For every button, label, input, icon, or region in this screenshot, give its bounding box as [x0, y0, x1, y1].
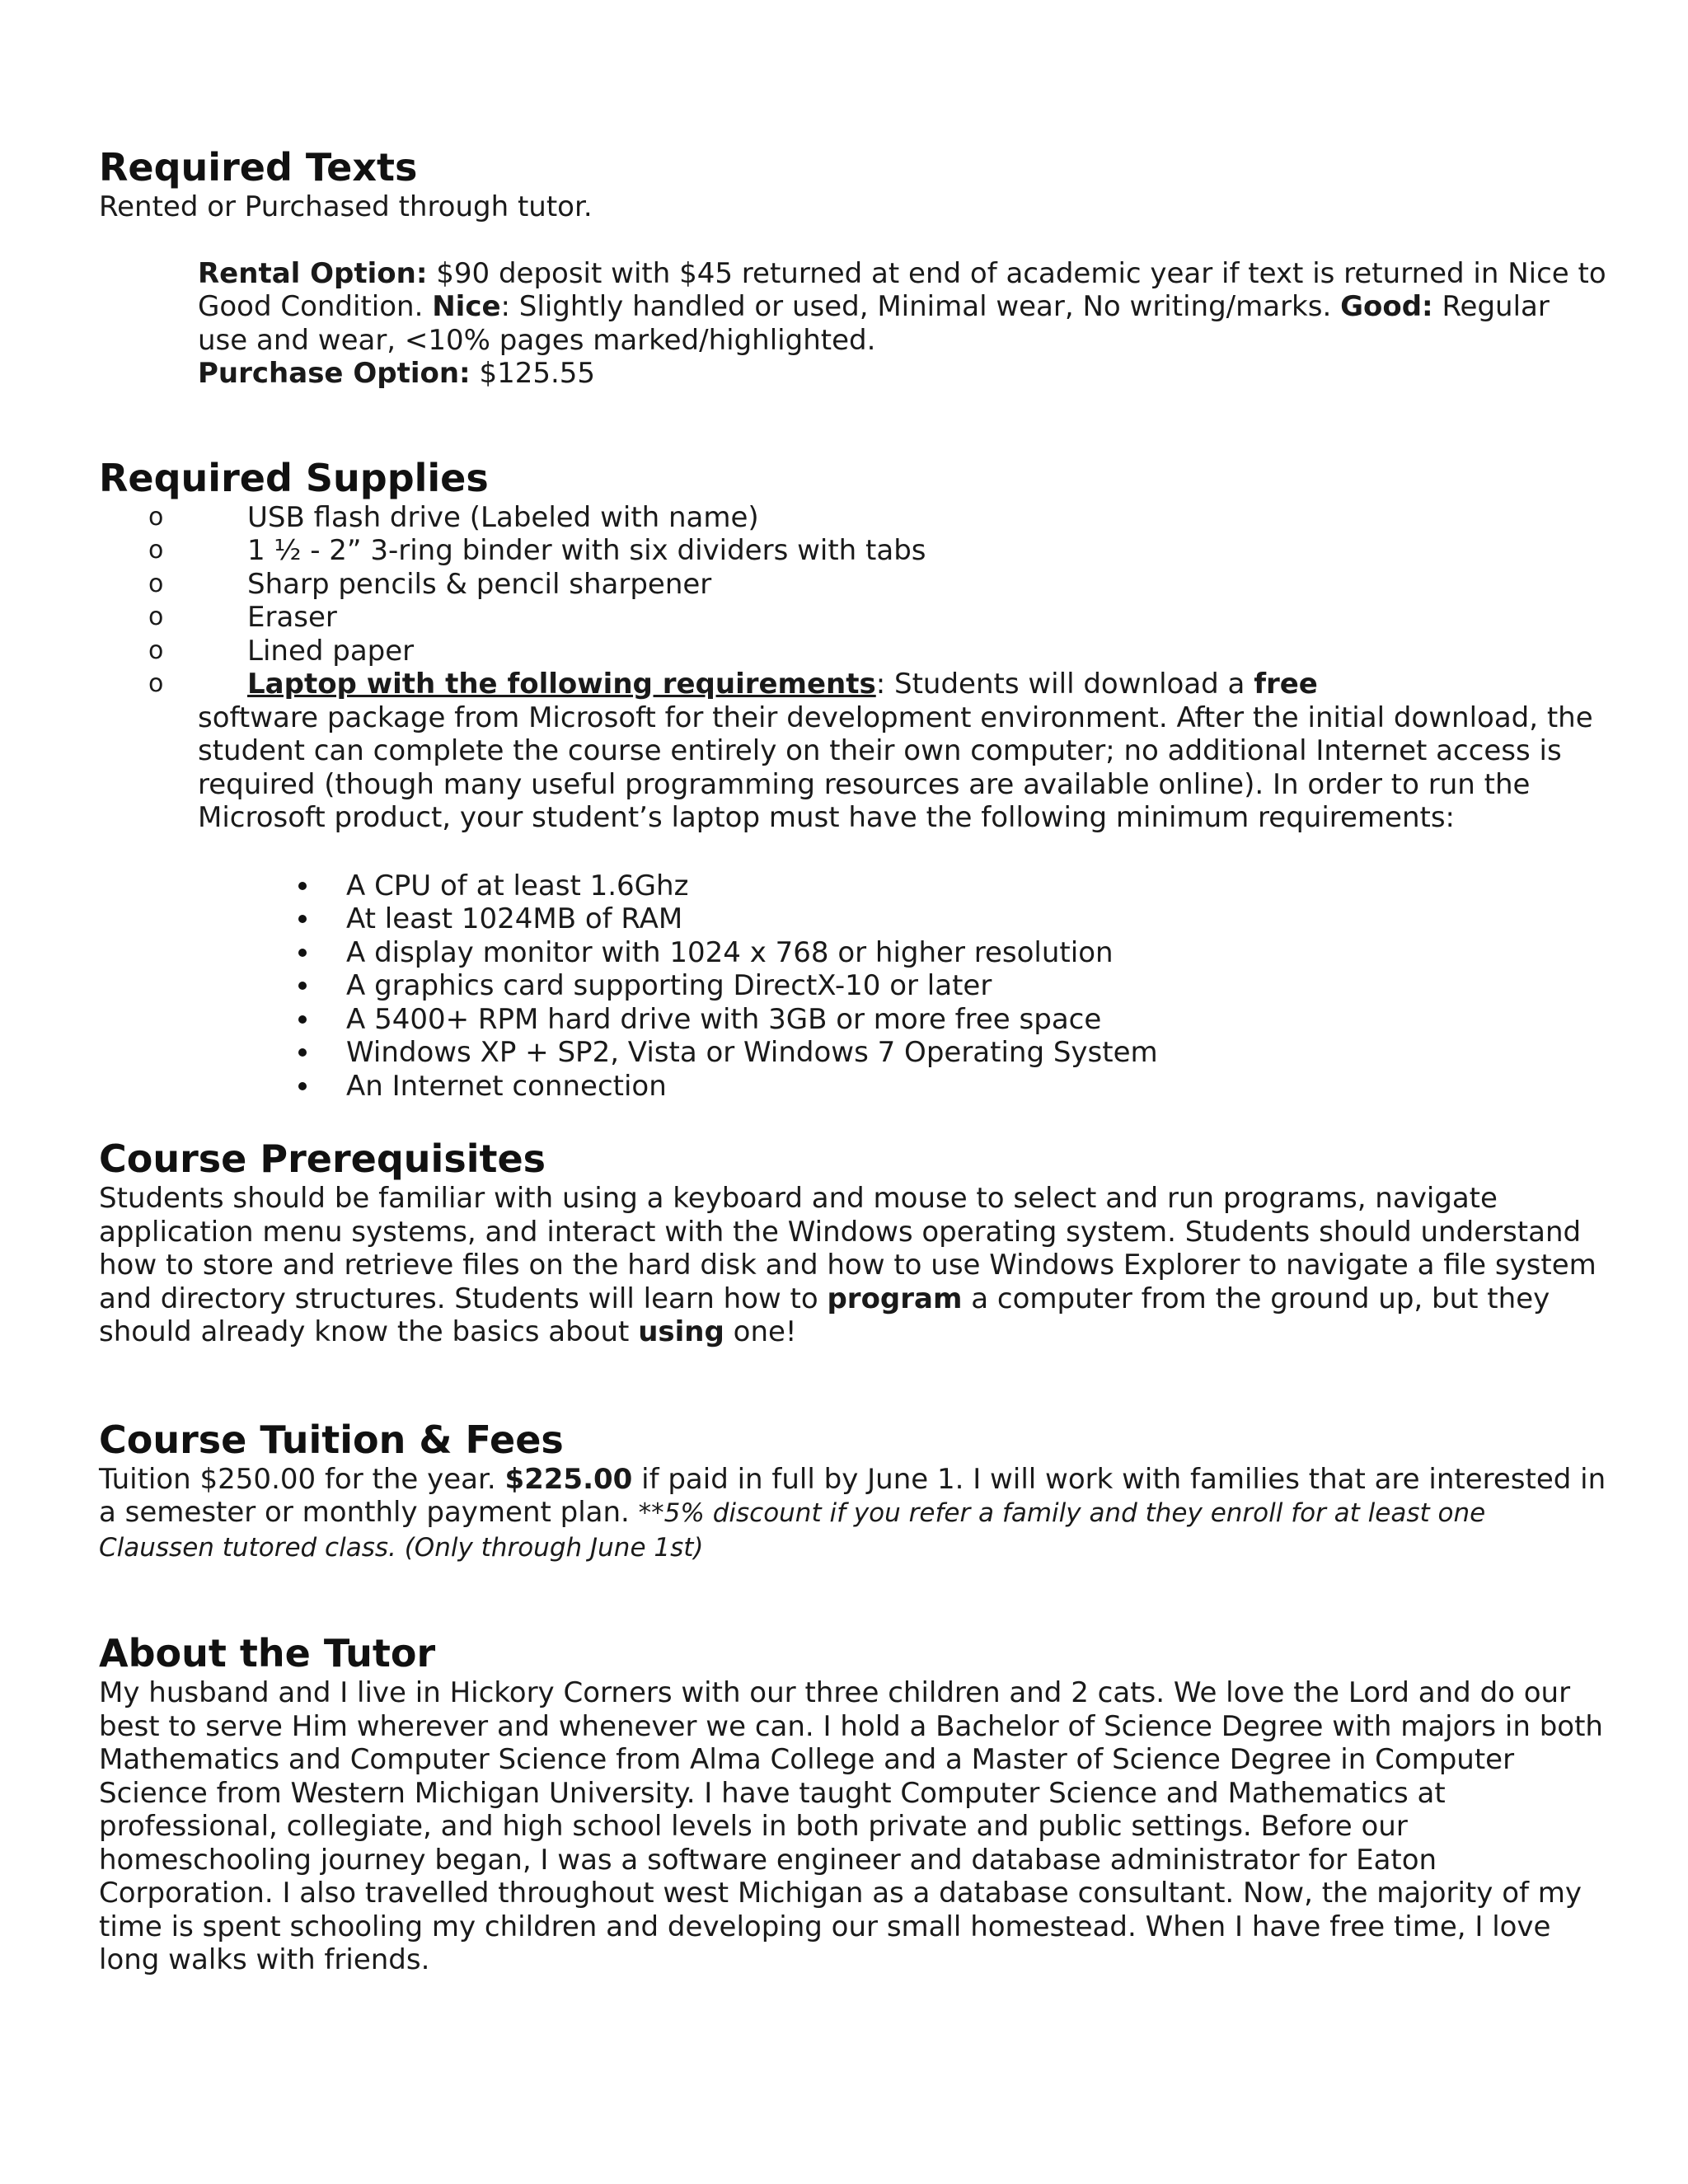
prerequisites-bold-using: using [638, 1315, 724, 1348]
required-supplies-heading: Required Supplies [99, 455, 489, 500]
tuition-discount-price: $225.00 [504, 1462, 633, 1496]
purchase-option-paragraph [198, 357, 1607, 391]
bullet-icon [298, 882, 307, 890]
tuition-heading: Course Tuition & Fees [99, 1417, 564, 1462]
bullet-icon [298, 915, 307, 923]
laptop-description: software package from Microsoft for their development environment. After the initial download, the student can complete the course entirely on their own computer; no additional Internet access is required (though many useful programming resources are available online). In order to run the Microsoft product, your student’s laptop must have the following minimum requirements: [198, 701, 1593, 834]
requirement-label: A 5400+ RPM hard drive with 3GB or more free space [346, 1002, 1102, 1036]
nice-text: : Slightly handled or used, Minimal wear, No writing/marks. [500, 290, 1341, 323]
tuition-paragraph [99, 1463, 1607, 1565]
bullet-icon [298, 1082, 307, 1090]
list-item-laptop [99, 668, 1607, 701]
requirement-label: A graphics card supporting DirectX-10 or later [346, 969, 992, 1002]
laptop-free-text: free [1254, 668, 1318, 701]
circle-marker-icon: o [148, 569, 164, 598]
tuition-referral-note: **5% discount if you refer a family and they enroll for at least one Claussen tutored class. (Only through June 1st) [99, 1498, 1486, 1563]
about-paragraph: My husband and I live in Hickory Corners with our three children and 2 cats. We love the Lord and do our best to serve Him wherever and whenever we can. I hold a Bachelor of Science Degree with majors in both Mathematics and Computer Science from Alma College and a Master of Science Degree in Computer Science from Western Michigan University. I have taught Computer Science and Mathematics at professional, collegiate, and high school levels in both private and public settings. Before our homeschooling journey began, I was a software engineer and database administrator for Eaton Corporation. I also travelled throughout west Michigan as a database consultant. Now, the majority of my time is spent schooling my children and developing our small homestead. When I have free time, I love long walks with friends. [99, 1676, 1603, 1976]
list-item [99, 936, 1607, 970]
circle-marker-icon: o [148, 635, 164, 665]
required-texts-heading: Required Texts [99, 145, 418, 190]
list-item [99, 601, 1607, 635]
list-item [99, 902, 1607, 936]
list-item [99, 568, 1607, 602]
bullet-icon [298, 949, 307, 957]
circle-marker-icon: o [148, 502, 164, 532]
prerequisites-paragraph [99, 1182, 1607, 1349]
list-item [99, 969, 1607, 1003]
circle-marker-icon: o [148, 602, 164, 631]
list-item [99, 869, 1607, 903]
supply-item-label: USB flash drive (Labeled with name) [247, 500, 759, 534]
list-item [99, 1036, 1607, 1070]
required-texts-subtitle: Rented or Purchased through tutor. [99, 190, 593, 223]
list-item [99, 635, 1607, 668]
supplies-list [99, 501, 1607, 701]
supply-item-label: 1 ½ - 2” 3-ring binder with six dividers with tabs [247, 534, 926, 567]
tuition-text-2: if paid in full by June 1. I will work with families that are interested in a semester or monthly payment plan. [99, 1462, 1606, 1529]
prerequisites-text-3: one! [724, 1315, 797, 1348]
prerequisites-section [99, 1136, 1607, 1349]
rental-option-paragraph [198, 257, 1607, 358]
supply-item-label: Sharp pencils & pencil sharpener [247, 567, 712, 601]
requirement-label: An Internet connection [346, 1069, 667, 1103]
required-supplies-section [99, 455, 1607, 1104]
requirement-label: A CPU of at least 1.6Ghz [346, 869, 689, 902]
rental-option-label: Rental Option: [198, 256, 428, 290]
prerequisites-bold-program: program [827, 1282, 963, 1315]
required-texts-section [99, 144, 1607, 391]
bullet-icon [298, 1048, 307, 1057]
prerequisites-text-2: a computer from the ground up, but they should already know the basics about [99, 1282, 1550, 1348]
supply-item-label: Eraser [247, 601, 337, 634]
about-section [99, 1630, 1607, 1977]
list-item [99, 1003, 1607, 1037]
good-label: Good: [1340, 290, 1433, 323]
tuition-text-1: Tuition $250.00 for the year. [99, 1462, 505, 1496]
rental-option-text: $90 deposit with $45 returned at end of academic year if text is returned in Nice to Good Condition. [198, 256, 1606, 323]
laptop-requirements-title: Laptop with the following requirements [247, 668, 876, 701]
requirement-label: Windows XP + SP2, Vista or Windows 7 Operating System [346, 1036, 1158, 1069]
purchase-option-text: $125.55 [470, 357, 596, 390]
tuition-section [99, 1417, 1607, 1565]
bullet-icon [298, 982, 307, 990]
document-page [99, 144, 1607, 1977]
laptop-requirements-list [99, 869, 1607, 1104]
nice-label: Nice [432, 290, 501, 323]
about-heading: About the Tutor [99, 1631, 436, 1675]
list-item [99, 501, 1607, 535]
requirement-label: A display monitor with 1024 x 768 or higher resolution [346, 935, 1114, 969]
purchase-option-label: Purchase Option: [198, 357, 471, 390]
list-item [99, 1070, 1607, 1104]
requirement-label: At least 1024MB of RAM [346, 902, 683, 935]
circle-marker-icon: o [148, 536, 164, 565]
list-item [99, 534, 1607, 568]
prerequisites-heading: Course Prerequisites [99, 1137, 546, 1181]
supply-item-label: Lined paper [247, 634, 415, 668]
prerequisites-text-1: Students should be familiar with using a keyboard and mouse to select and run programs, navigate application menu systems, and interact with the Windows operating system. Students should understand how to store and retrieve files on the hard disk and how to use Windows Explorer to navigate a file system and directory structures. Students will learn how to [99, 1182, 1597, 1315]
laptop-colon-text: : Students will download a [875, 668, 1254, 701]
circle-marker-icon: o [148, 669, 164, 698]
bullet-icon [298, 1015, 307, 1024]
good-text: Regular use and wear, <10% pages marked/highlighted. [198, 290, 1550, 357]
